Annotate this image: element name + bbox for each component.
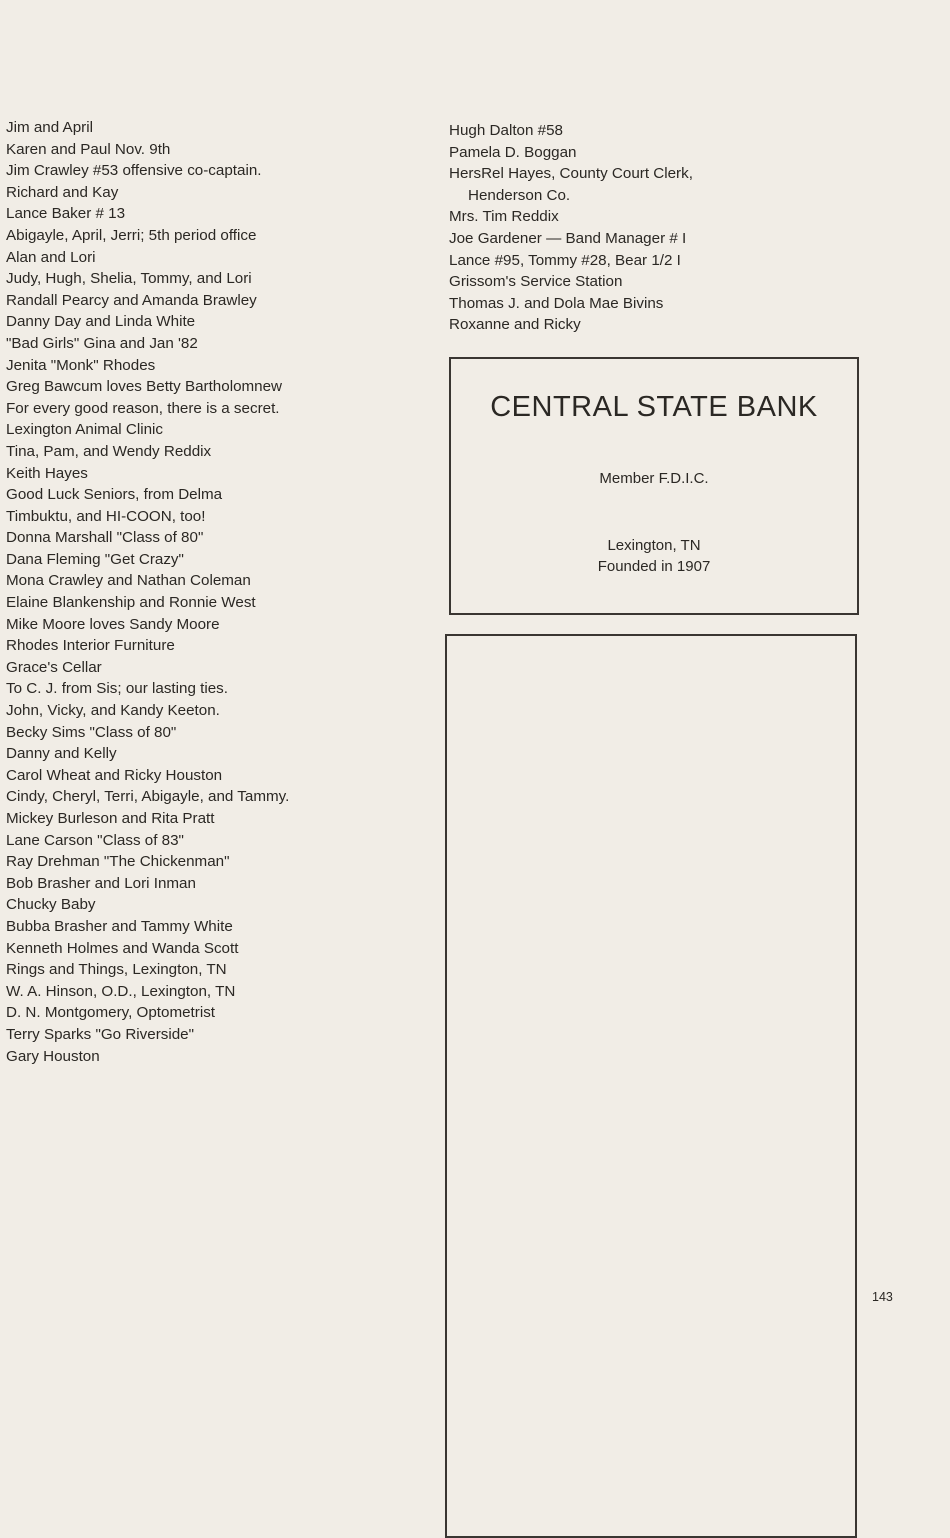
patron-entry: Ray Drehman "The Chickenman" [6, 853, 230, 871]
bank-member-text: Member F.D.I.C. [599, 470, 709, 487]
patron-entry: Pamela D. Boggan [449, 143, 577, 161]
patron-entry: Grace's Cellar [6, 658, 102, 676]
patron-entry: Cindy, Cheryl, Terri, Abigayle, and Tammy. [6, 788, 290, 806]
patron-entry: Jenita "Monk" Rhodes [6, 356, 156, 374]
patron-entry: Karen and Paul Nov. 9th [6, 140, 171, 158]
patron-entry: Randall Pearcy and Amanda Brawley [6, 291, 257, 309]
right-patron-list [449, 120, 749, 336]
patron-entry: Rings and Things, Lexington, TN [6, 961, 227, 979]
patron-entry: Carol Wheat and Ricky Houston [6, 766, 223, 784]
patron-entry: "Bad Girls" Gina and Jan '82 [6, 334, 198, 352]
flower-basket-ad-frame [445, 634, 857, 1538]
patron-entry: Gary Houston [6, 1047, 100, 1065]
patron-entry: Jim Crawley #53 offensive co-captain. [6, 162, 262, 180]
central-state-bank-ad [449, 357, 859, 615]
page-number: 143 [872, 1290, 893, 1304]
patron-entry: For every good reason, there is a secret. [6, 399, 280, 417]
bank-location-block [451, 535, 857, 577]
patron-entry: Judy, Hugh, Shelia, Tommy, and Lori [6, 270, 252, 288]
patron-entry: Lexington Animal Clinic [6, 421, 164, 439]
patron-entry: Chucky Baby [6, 896, 96, 914]
patron-entry: W. A. Hinson, O.D., Lexington, TN [6, 982, 236, 1000]
bank-founded: Founded in 1907 [597, 558, 711, 575]
patron-entry: Timbuktu, and HI-COON, too! [6, 507, 206, 525]
patron-entry: Tina, Pam, and Wendy Reddix [6, 442, 212, 460]
patron-entry: Roxanne and Ricky [449, 316, 581, 334]
patron-entry: Lane Carson "Class of 83" [6, 831, 184, 849]
patron-entry: Hugh Dalton #58 [449, 122, 563, 139]
patron-entry: Elaine Blankenship and Ronnie West [6, 594, 256, 612]
patron-entry: Mona Crawley and Nathan Coleman [6, 572, 251, 590]
left-patron-list [6, 117, 316, 1067]
patron-entry: Terry Sparks "Go Riverside" [6, 1025, 195, 1043]
patron-entry: Lance #95, Tommy #28, Bear 1/2 I [449, 251, 681, 269]
patron-entry: Joe Gardener — Band Manager # I [449, 229, 687, 247]
patron-entry: Becky Sims "Class of 80" [6, 723, 177, 741]
patron-entry: Jim and April [6, 119, 93, 136]
bank-location: Lexington, TN [607, 537, 701, 554]
patron-entry: Bob Brasher and Lori Inman [6, 874, 196, 892]
patron-entry: Donna Marshall "Class of 80" [6, 529, 204, 547]
patron-entry: Lance Baker # 13 [6, 205, 126, 223]
patron-entry: HersRel Hayes, County Court Clerk, Henderson Co. [449, 165, 693, 204]
patron-entry: Bubba Brasher and Tammy White [6, 917, 233, 935]
bank-name: CENTRAL STATE BANK [490, 391, 818, 423]
patron-entry: Richard and Kay [6, 183, 119, 201]
patron-entry: To C. J. from Sis; our lasting ties. [6, 680, 228, 698]
patron-entry: Alan and Lori [6, 248, 96, 266]
patron-entry: Keith Hayes [6, 464, 88, 482]
patron-entry: Mike Moore loves Sandy Moore [6, 615, 220, 633]
patron-entry: Danny and Kelly [6, 745, 117, 763]
patron-entry: D. N. Montgomery, Optometrist [6, 1004, 216, 1022]
patron-entry: Thomas J. and Dola Mae Bivins [449, 294, 664, 312]
patron-entry: Kenneth Holmes and Wanda Scott [6, 939, 239, 957]
patron-entry: Danny Day and Linda White [6, 313, 196, 331]
patron-entry: Dana Fleming "Get Crazy" [6, 550, 184, 568]
patron-entry: Rhodes Interior Furniture [6, 637, 175, 655]
patron-entry: Mrs. Tim Reddix [449, 208, 559, 226]
patron-entry: Mickey Burleson and Rita Pratt [6, 810, 215, 827]
patron-entry: Grissom's Service Station [449, 273, 623, 291]
patron-entry: Abigayle, April, Jerri; 5th period office [6, 226, 257, 244]
patron-entry: Good Luck Seniors, from Delma [6, 486, 223, 504]
patron-entry: Greg Bawcum loves Betty Bartholomnew [6, 378, 283, 396]
patron-entry: John, Vicky, and Kandy Keeton. [6, 702, 220, 720]
